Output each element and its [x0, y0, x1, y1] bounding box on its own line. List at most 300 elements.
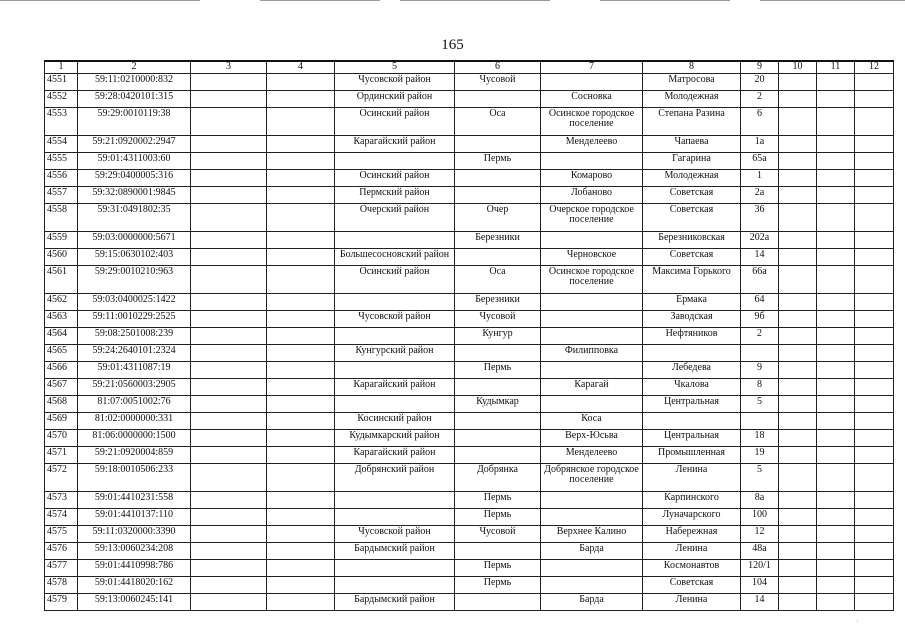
table-row	[45, 430, 894, 447]
table-cell-col-10	[779, 560, 817, 577]
table-cell-col-12	[855, 594, 894, 611]
page-number: 165	[441, 37, 464, 53]
table-cell-col-10	[779, 413, 817, 430]
table-cell-col-6	[455, 136, 541, 153]
table-cell-col-10	[779, 328, 817, 345]
table-cell-col-3	[191, 464, 267, 492]
table-cell-col-1: 4575	[45, 526, 78, 543]
table-cell-col-11	[817, 526, 855, 543]
table-cell-col-7	[541, 396, 643, 413]
table-cell-col-10	[779, 204, 817, 232]
column-header-3: 3	[191, 61, 267, 74]
table-cell-col-10	[779, 136, 817, 153]
table-cell-col-3	[191, 594, 267, 611]
table-cell-col-7: Очерское городское поселение	[541, 204, 643, 232]
table-cell-col-3	[191, 560, 267, 577]
table-cell-col-10	[779, 232, 817, 249]
table-cell-col-12	[855, 577, 894, 594]
table-cell-col-9: 20	[741, 74, 779, 91]
table-cell-col-11	[817, 91, 855, 108]
table-cell-col-7: Карагай	[541, 379, 643, 396]
table-cell-col-3	[191, 232, 267, 249]
table-cell-col-8: Молодежная	[643, 170, 741, 187]
table-cell-col-10	[779, 153, 817, 170]
table-cell-col-11	[817, 492, 855, 509]
table-cell-col-7: Барда	[541, 594, 643, 611]
table-cell-col-9: 104	[741, 577, 779, 594]
table-cell-col-4	[267, 294, 335, 311]
table-cell-col-3	[191, 543, 267, 560]
table-row	[45, 447, 894, 464]
table-cell-col-8: Советская	[643, 249, 741, 266]
column-header-10: 10	[779, 61, 817, 74]
table-cell-col-1: 4579	[45, 594, 78, 611]
table-cell-col-11	[817, 379, 855, 396]
table-cell-col-7	[541, 232, 643, 249]
table-row	[45, 345, 894, 362]
table-cell-col-2: 59:11:0010229:2525	[78, 311, 191, 328]
table-cell-col-1: 4569	[45, 413, 78, 430]
table-cell-col-7: Черновское	[541, 249, 643, 266]
table-cell-col-1: 4564	[45, 328, 78, 345]
table-cell-col-3	[191, 362, 267, 379]
table-cell-col-10	[779, 430, 817, 447]
table-cell-col-11	[817, 136, 855, 153]
table-cell-col-5: Осинский район	[335, 108, 455, 136]
table-row	[45, 509, 894, 526]
table-cell-col-5: Кунгурский район	[335, 345, 455, 362]
table-cell-col-7	[541, 294, 643, 311]
table-cell-col-11	[817, 249, 855, 266]
table-cell-col-8: Космонавтов	[643, 560, 741, 577]
table-cell-col-12	[855, 136, 894, 153]
table-cell-col-7: Комарово	[541, 170, 643, 187]
table-cell-col-1: 4551	[45, 74, 78, 91]
table-row	[45, 153, 894, 170]
top-rule-right	[600, 0, 730, 1]
table-cell-col-8: Лебедева	[643, 362, 741, 379]
table-cell-col-4	[267, 413, 335, 430]
table-row	[45, 396, 894, 413]
table-cell-col-7	[541, 560, 643, 577]
table-cell-col-9: 12	[741, 526, 779, 543]
table-cell-col-4	[267, 447, 335, 464]
table-row	[45, 543, 894, 560]
table-cell-col-3	[191, 430, 267, 447]
corner-mark: ·	[856, 616, 859, 626]
table-cell-col-8	[643, 413, 741, 430]
table-row	[45, 362, 894, 379]
table-cell-col-5: Карагайский район	[335, 447, 455, 464]
table-cell-col-12	[855, 543, 894, 560]
table-cell-col-12	[855, 447, 894, 464]
table-cell-col-4	[267, 345, 335, 362]
table-cell-col-8: Промышленная	[643, 447, 741, 464]
table-cell-col-4	[267, 153, 335, 170]
table-cell-col-9: 65а	[741, 153, 779, 170]
table-cell-col-1: 4553	[45, 108, 78, 136]
table-cell-col-1: 4556	[45, 170, 78, 187]
table-cell-col-4	[267, 328, 335, 345]
column-header-11: 11	[817, 61, 855, 74]
table-cell-col-2: 59:13:0060245:141	[78, 594, 191, 611]
table-cell-col-6	[455, 187, 541, 204]
table-cell-col-7: Менделеево	[541, 447, 643, 464]
table-cell-col-12	[855, 509, 894, 526]
table-cell-col-11	[817, 345, 855, 362]
table-cell-col-6: Пермь	[455, 362, 541, 379]
table-cell-col-11	[817, 396, 855, 413]
table-cell-col-1: 4567	[45, 379, 78, 396]
table-cell-col-7	[541, 492, 643, 509]
table-cell-col-6	[455, 249, 541, 266]
table-cell-col-7	[541, 74, 643, 91]
table-cell-col-1: 4574	[45, 509, 78, 526]
table-cell-col-10	[779, 447, 817, 464]
table-cell-col-5: Карагайский район	[335, 136, 455, 153]
top-rule-mid	[260, 0, 380, 1]
table-cell-col-10	[779, 266, 817, 294]
table-cell-col-2: 59:03:0000000:5671	[78, 232, 191, 249]
table-cell-col-5: Бардымский район	[335, 594, 455, 611]
table-cell-col-9: 2	[741, 328, 779, 345]
table-cell-col-10	[779, 108, 817, 136]
table-cell-col-7	[541, 509, 643, 526]
table-cell-col-5	[335, 328, 455, 345]
table-cell-col-6: Оса	[455, 108, 541, 136]
table-cell-col-8: Матросова	[643, 74, 741, 91]
table-cell-col-8: Березниковская	[643, 232, 741, 249]
table-cell-col-11	[817, 187, 855, 204]
table-cell-col-6: Пермь	[455, 509, 541, 526]
table-cell-col-10	[779, 249, 817, 266]
table-cell-col-7: Сосновка	[541, 91, 643, 108]
table-cell-col-5: Чусовской район	[335, 311, 455, 328]
header-row	[45, 61, 894, 74]
table-cell-col-7	[541, 577, 643, 594]
table-cell-col-10	[779, 187, 817, 204]
table-cell-col-6	[455, 379, 541, 396]
table-cell-col-6: Кудымкар	[455, 396, 541, 413]
table-cell-col-8: Советская	[643, 204, 741, 232]
table-cell-col-2: 59:01:4311087:19	[78, 362, 191, 379]
table-row	[45, 311, 894, 328]
table-cell-col-5: Косинский район	[335, 413, 455, 430]
column-header-8: 8	[643, 61, 741, 74]
table-cell-col-12	[855, 430, 894, 447]
table-cell-col-9: 5	[741, 464, 779, 492]
table-cell-col-9: 120/1	[741, 560, 779, 577]
table-row	[45, 170, 894, 187]
table-row	[45, 379, 894, 396]
table-cell-col-12	[855, 362, 894, 379]
table-cell-col-5: Очерский район	[335, 204, 455, 232]
table-cell-col-2: 81:07:0051002:76	[78, 396, 191, 413]
table-cell-col-2: 59:01:4418020:162	[78, 577, 191, 594]
table-cell-col-9: 14	[741, 594, 779, 611]
table-cell-col-9: 9б	[741, 311, 779, 328]
table-row	[45, 266, 894, 294]
table-cell-col-11	[817, 447, 855, 464]
table-cell-col-11	[817, 232, 855, 249]
table-cell-col-10	[779, 345, 817, 362]
column-header-4: 4	[267, 61, 335, 74]
table-cell-col-10	[779, 492, 817, 509]
table-cell-col-9: 9	[741, 362, 779, 379]
table-row	[45, 413, 894, 430]
table-cell-col-6: Кунгур	[455, 328, 541, 345]
table-cell-col-6: Оса	[455, 266, 541, 294]
table-cell-col-3	[191, 492, 267, 509]
table-cell-col-8: Ленина	[643, 464, 741, 492]
table-cell-col-4	[267, 492, 335, 509]
table-cell-col-3	[191, 413, 267, 430]
table-cell-col-12	[855, 108, 894, 136]
table-cell-col-11	[817, 509, 855, 526]
table-cell-col-10	[779, 464, 817, 492]
table-row	[45, 108, 894, 136]
table-cell-col-11	[817, 294, 855, 311]
table-cell-col-11	[817, 74, 855, 91]
table-cell-col-3	[191, 170, 267, 187]
table-cell-col-9: 1	[741, 170, 779, 187]
table-cell-col-4	[267, 187, 335, 204]
table-cell-col-1: 4559	[45, 232, 78, 249]
table-cell-col-10	[779, 396, 817, 413]
table-cell-col-6	[455, 594, 541, 611]
table-cell-col-5	[335, 153, 455, 170]
table-cell-col-12	[855, 328, 894, 345]
table-cell-col-3	[191, 153, 267, 170]
table-cell-col-11	[817, 594, 855, 611]
table-cell-col-5: Кудымкарский район	[335, 430, 455, 447]
table-cell-col-3	[191, 204, 267, 232]
table-cell-col-11	[817, 153, 855, 170]
table-cell-col-2: 59:29:0010210:963	[78, 266, 191, 294]
register-table	[44, 60, 894, 611]
table-cell-col-12	[855, 492, 894, 509]
table-cell-col-3	[191, 74, 267, 91]
table-cell-col-9: 100	[741, 509, 779, 526]
table-cell-col-6	[455, 543, 541, 560]
table-cell-col-8: Чапаева	[643, 136, 741, 153]
table-cell-col-5	[335, 492, 455, 509]
table-cell-col-4	[267, 266, 335, 294]
top-rule-center	[400, 0, 550, 1]
table-cell-col-3	[191, 577, 267, 594]
table-cell-col-2: 59:28:0420101:315	[78, 91, 191, 108]
table-row	[45, 74, 894, 91]
table-cell-col-10	[779, 594, 817, 611]
table-cell-col-9: 2	[741, 91, 779, 108]
table-cell-col-9	[741, 413, 779, 430]
table-cell-col-7	[541, 153, 643, 170]
table-cell-col-1: 4561	[45, 266, 78, 294]
table-cell-col-2: 59:18:0010506:233	[78, 464, 191, 492]
table-cell-col-12	[855, 266, 894, 294]
column-header-5: 5	[335, 61, 455, 74]
table-cell-col-10	[779, 509, 817, 526]
table-cell-col-6: Очер	[455, 204, 541, 232]
table-cell-col-2: 59:21:0920002:2947	[78, 136, 191, 153]
table-body	[45, 74, 894, 611]
table-row	[45, 136, 894, 153]
table-cell-col-10	[779, 379, 817, 396]
table-cell-col-12	[855, 249, 894, 266]
table-cell-col-4	[267, 204, 335, 232]
table-cell-col-11	[817, 170, 855, 187]
table-cell-col-2: 59:15:0630102:403	[78, 249, 191, 266]
table-cell-col-1: 4557	[45, 187, 78, 204]
table-cell-col-3	[191, 328, 267, 345]
table-cell-col-12	[855, 204, 894, 232]
table-cell-col-11	[817, 108, 855, 136]
table-cell-col-5	[335, 362, 455, 379]
table-cell-col-7: Верхнее Калино	[541, 526, 643, 543]
table-cell-col-5: Ординский район	[335, 91, 455, 108]
table-cell-col-10	[779, 543, 817, 560]
table-cell-col-1: 4577	[45, 560, 78, 577]
table-cell-col-9: 202а	[741, 232, 779, 249]
table-cell-col-5	[335, 577, 455, 594]
table-cell-col-2: 59:08:2501008:239	[78, 328, 191, 345]
table-cell-col-2: 59:01:4410231:558	[78, 492, 191, 509]
table-cell-col-10	[779, 311, 817, 328]
table-cell-col-12	[855, 560, 894, 577]
table-row	[45, 560, 894, 577]
table-row	[45, 294, 894, 311]
table-cell-col-8: Гагарина	[643, 153, 741, 170]
table-row	[45, 187, 894, 204]
table-cell-col-11	[817, 543, 855, 560]
table-cell-col-2: 59:29:0400005:316	[78, 170, 191, 187]
table-cell-col-6: Пермь	[455, 560, 541, 577]
table-cell-col-11	[817, 560, 855, 577]
table-cell-col-1: 4570	[45, 430, 78, 447]
table-cell-col-7: Лобаново	[541, 187, 643, 204]
table-cell-col-7	[541, 328, 643, 345]
column-header-12: 12	[855, 61, 894, 74]
table-cell-col-6: Чусовой	[455, 526, 541, 543]
table-cell-col-1: 4566	[45, 362, 78, 379]
table-cell-col-12	[855, 526, 894, 543]
table-cell-col-3	[191, 294, 267, 311]
table-cell-col-6	[455, 447, 541, 464]
table-cell-col-7: Коса	[541, 413, 643, 430]
table-row	[45, 249, 894, 266]
table-cell-col-12	[855, 294, 894, 311]
table-cell-col-9: 48а	[741, 543, 779, 560]
table-cell-col-4	[267, 577, 335, 594]
column-header-7: 7	[541, 61, 643, 74]
table-cell-col-2: 59:01:4410137:110	[78, 509, 191, 526]
table-cell-col-5: Чусовской район	[335, 74, 455, 91]
table-row	[45, 91, 894, 108]
table-cell-col-4	[267, 396, 335, 413]
table-cell-col-1: 4576	[45, 543, 78, 560]
table-cell-col-2: 59:11:0320000:3390	[78, 526, 191, 543]
table-cell-col-1: 4552	[45, 91, 78, 108]
table-cell-col-8: Советская	[643, 577, 741, 594]
table-cell-col-8: Ермака	[643, 294, 741, 311]
table-cell-col-12	[855, 311, 894, 328]
table-cell-col-6: Березники	[455, 294, 541, 311]
table-cell-col-7	[541, 311, 643, 328]
table-cell-col-4	[267, 594, 335, 611]
table-cell-col-11	[817, 328, 855, 345]
table-cell-col-8: Нефтяников	[643, 328, 741, 345]
table-cell-col-8: Максима Горького	[643, 266, 741, 294]
table-cell-col-2: 59:29:0010119:38	[78, 108, 191, 136]
table-cell-col-6: Пермь	[455, 577, 541, 594]
table-cell-col-6: Добрянка	[455, 464, 541, 492]
table-row	[45, 328, 894, 345]
table-cell-col-3	[191, 311, 267, 328]
table-cell-col-11	[817, 464, 855, 492]
table-cell-col-5: Добрянский район	[335, 464, 455, 492]
table-cell-col-9: 8а	[741, 492, 779, 509]
table-cell-col-3	[191, 447, 267, 464]
table-cell-col-12	[855, 91, 894, 108]
table-cell-col-5	[335, 294, 455, 311]
table-cell-col-3	[191, 108, 267, 136]
table-cell-col-4	[267, 379, 335, 396]
table-cell-col-1: 4555	[45, 153, 78, 170]
table-cell-col-4	[267, 232, 335, 249]
table-cell-col-6: Пермь	[455, 153, 541, 170]
table-cell-col-6	[455, 413, 541, 430]
table-cell-col-8: Степана Разина	[643, 108, 741, 136]
table-row	[45, 232, 894, 249]
table-cell-col-10	[779, 362, 817, 379]
table-cell-col-9: 2а	[741, 187, 779, 204]
table-cell-col-8: Центральная	[643, 396, 741, 413]
table-cell-col-7: Барда	[541, 543, 643, 560]
table-cell-col-5	[335, 509, 455, 526]
table-cell-col-3	[191, 379, 267, 396]
table-cell-col-5: Большесосновский район	[335, 249, 455, 266]
table-cell-col-5	[335, 396, 455, 413]
table-cell-col-7: Добрянское городское поселение	[541, 464, 643, 492]
table-cell-col-9: 6	[741, 108, 779, 136]
table-cell-col-5: Пермский район	[335, 187, 455, 204]
table-cell-col-4	[267, 362, 335, 379]
table-cell-col-2: 59:11:0210000:832	[78, 74, 191, 91]
top-rule-left	[0, 0, 200, 1]
table-cell-col-12	[855, 187, 894, 204]
table-cell-col-3	[191, 509, 267, 526]
table-cell-col-6: Пермь	[455, 492, 541, 509]
table-cell-col-12	[855, 413, 894, 430]
table-cell-col-12	[855, 345, 894, 362]
table-cell-col-5: Чусовской район	[335, 526, 455, 543]
table-cell-col-5: Бардымский район	[335, 543, 455, 560]
table-cell-col-7: Осинское городское поселение	[541, 108, 643, 136]
table-cell-col-6	[455, 91, 541, 108]
table-cell-col-7: Верх-Юсьва	[541, 430, 643, 447]
table-cell-col-4	[267, 560, 335, 577]
table-cell-col-4	[267, 509, 335, 526]
table-cell-col-7	[541, 362, 643, 379]
table-row	[45, 577, 894, 594]
table-cell-col-9: 14	[741, 249, 779, 266]
table-cell-col-7: Филипповка	[541, 345, 643, 362]
table-cell-col-3	[191, 345, 267, 362]
table-cell-col-5: Карагайский район	[335, 379, 455, 396]
table-cell-col-9	[741, 345, 779, 362]
table-cell-col-3	[191, 396, 267, 413]
top-rule-far-right	[760, 0, 905, 1]
